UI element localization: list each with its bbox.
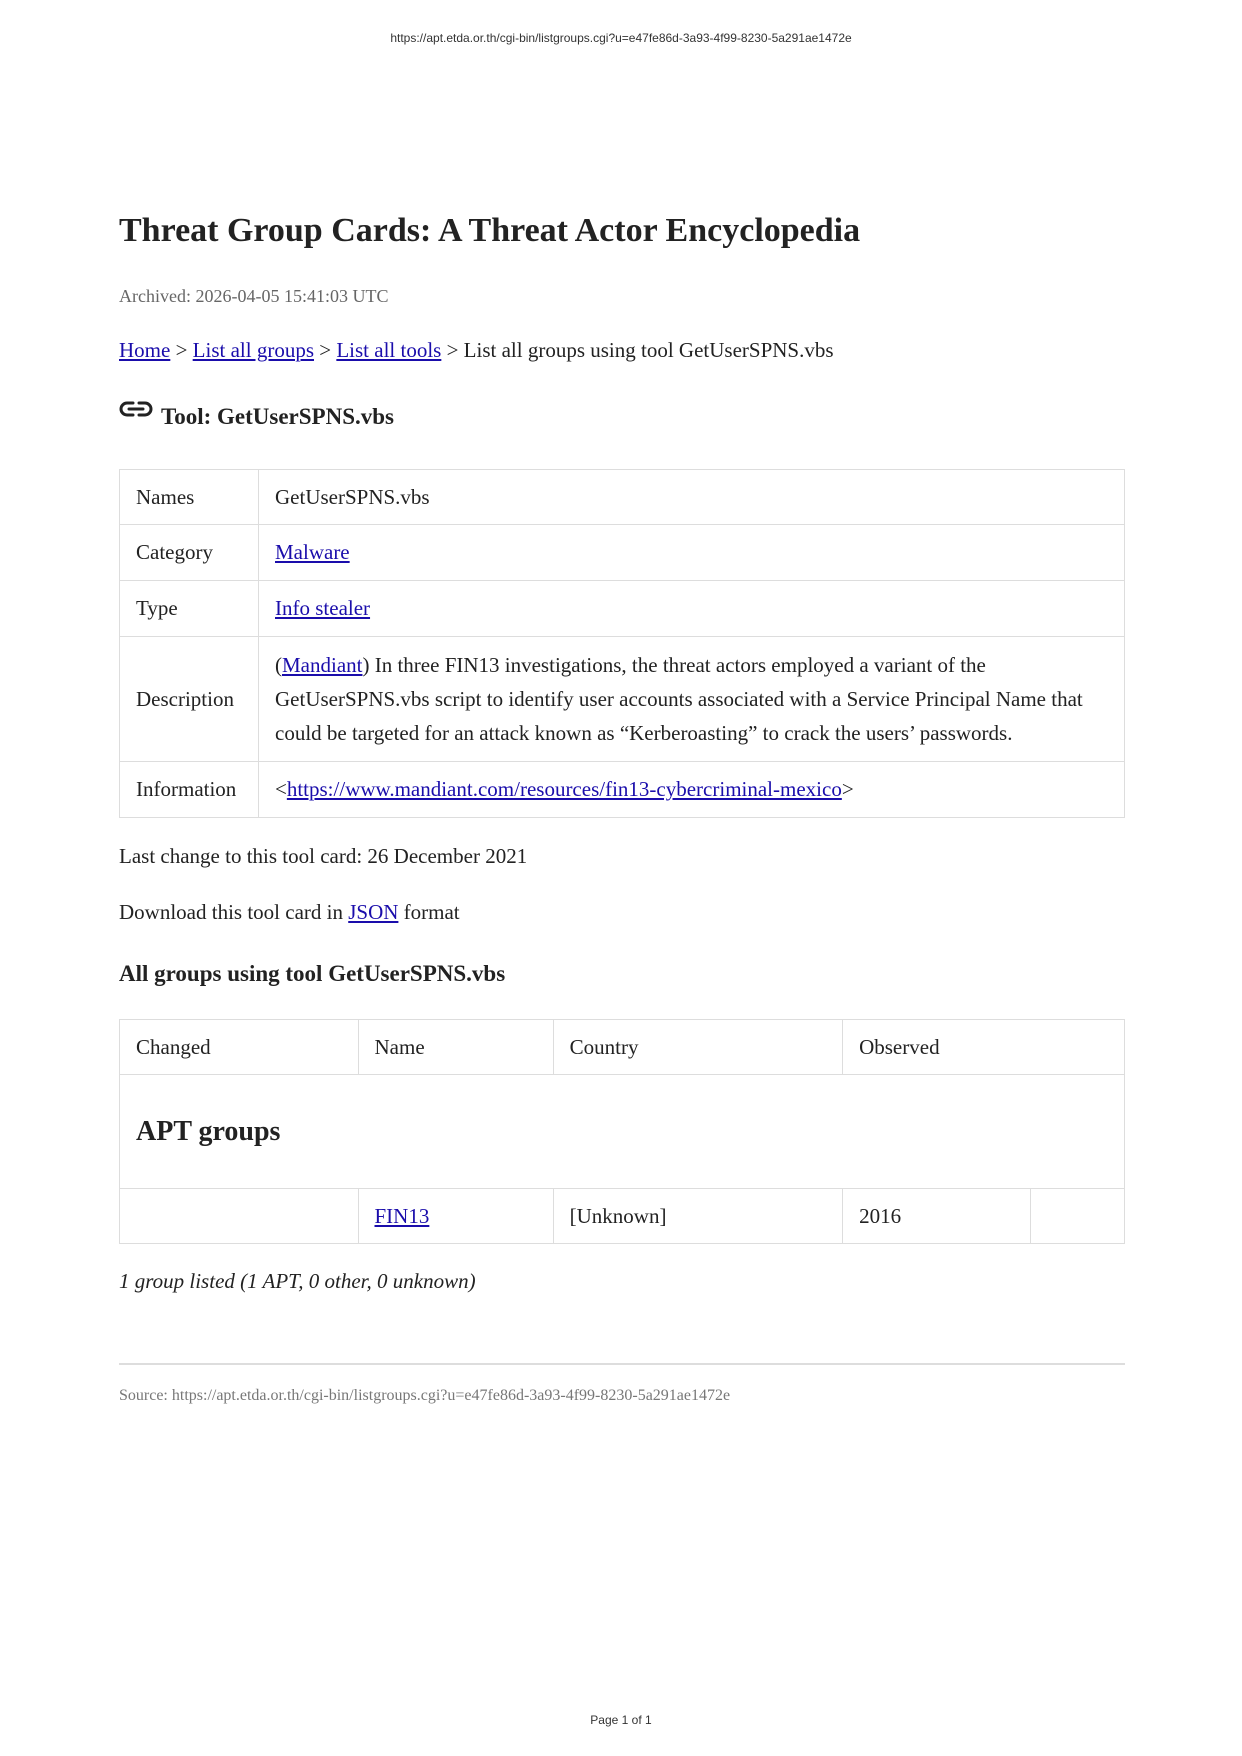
names-label: Names xyxy=(120,470,259,525)
category-link[interactable]: Malware xyxy=(275,540,350,564)
information-cell xyxy=(259,762,1125,818)
group-extra-cell xyxy=(1030,1189,1124,1244)
type-label: Type xyxy=(120,581,259,637)
groups-table xyxy=(119,1019,1125,1244)
link-icon xyxy=(119,397,153,421)
tool-info-table xyxy=(119,469,1125,818)
table-row xyxy=(120,470,1125,525)
description-source-link[interactable]: Mandiant xyxy=(282,653,363,677)
table-row xyxy=(120,762,1125,818)
breadcrumb-current: > List all groups using tool GetUserSPNS.vbs xyxy=(441,338,834,362)
group-changed-cell xyxy=(120,1189,359,1244)
breadcrumb-groups-link[interactable]: List all groups xyxy=(192,338,314,362)
section-row xyxy=(120,1075,1125,1189)
column-header-country: Country xyxy=(553,1020,842,1075)
breadcrumb-separator: > xyxy=(314,338,337,362)
tool-heading xyxy=(119,404,394,430)
group-observed-cell: 2016 xyxy=(843,1189,1031,1244)
column-header-observed: Observed xyxy=(843,1020,1125,1075)
download-line xyxy=(119,900,460,925)
information-link[interactable]: https://www.mandiant.com/resources/fin13-cybercriminal-mexico xyxy=(286,777,842,801)
print-header-url: https://apt.etda.or.th/cgi-bin/listgroups.cgi?u=e47fe86d-3a93-4f99-8230-5a291ae1472e xyxy=(390,31,852,45)
source-line: Source: https://apt.etda.or.th/cgi-bin/listgroups.cgi?u=e47fe86d-3a93-4f99-8230-5a291ae1472e xyxy=(119,1387,731,1404)
description-label: Description xyxy=(120,637,259,762)
names-value: GetUserSPNS.vbs xyxy=(259,470,1125,525)
json-download-link[interactable]: JSON xyxy=(348,900,399,924)
tool-heading-text: Tool: GetUserSPNS.vbs xyxy=(161,404,394,429)
breadcrumb-home-link[interactable]: Home xyxy=(119,338,171,362)
download-prefix: Download this tool card in xyxy=(119,900,349,924)
group-country-cell: [Unknown] xyxy=(553,1189,842,1244)
information-open: < xyxy=(275,777,287,801)
group-name-cell xyxy=(358,1189,553,1244)
group-name-link[interactable]: FIN13 xyxy=(374,1203,430,1228)
category-cell xyxy=(259,525,1125,581)
type-link[interactable]: Info stealer xyxy=(275,596,371,620)
description-text: ) In three FIN13 investigations, the threat actors employed a variant of the GetUserSPNS.vbs script to identify user accounts associated with a Service Principal Name that could be targeted for an attack known as “Kerberoasting” to crack the users’ passwords. xyxy=(275,653,1083,745)
category-label: Category xyxy=(120,525,259,581)
breadcrumb-separator: > xyxy=(170,338,193,362)
section-title-apt-groups: APT groups xyxy=(120,1075,1125,1189)
information-label: Information xyxy=(120,762,259,818)
download-suffix: format xyxy=(398,900,460,924)
page-title: Threat Group Cards: A Threat Actor Encyclopedia xyxy=(119,212,861,249)
archived-timestamp: Archived: 2026-04-05 15:41:03 UTC xyxy=(119,286,389,306)
last-change-text: Last change to this tool card: 26 December 2021 xyxy=(119,844,528,868)
groups-heading: All groups using tool GetUserSPNS.vbs xyxy=(119,961,506,986)
table-row xyxy=(120,581,1125,637)
groups-summary: 1 group listed (1 APT, 0 other, 0 unknown) xyxy=(119,1269,476,1293)
column-header-changed: Changed xyxy=(120,1020,359,1075)
breadcrumb-tools-link[interactable]: List all tools xyxy=(336,338,442,362)
type-cell xyxy=(259,581,1125,637)
table-row xyxy=(120,1189,1125,1244)
breadcrumb xyxy=(119,338,834,363)
information-close: > xyxy=(841,777,854,801)
page-number: Page 1 of 1 xyxy=(590,1713,652,1727)
divider xyxy=(119,1363,1125,1365)
table-row xyxy=(120,637,1125,762)
table-row xyxy=(120,525,1125,581)
description-open-paren: ( xyxy=(275,653,282,677)
description-cell xyxy=(259,637,1125,762)
column-header-name: Name xyxy=(358,1020,553,1075)
table-header-row xyxy=(120,1020,1125,1075)
